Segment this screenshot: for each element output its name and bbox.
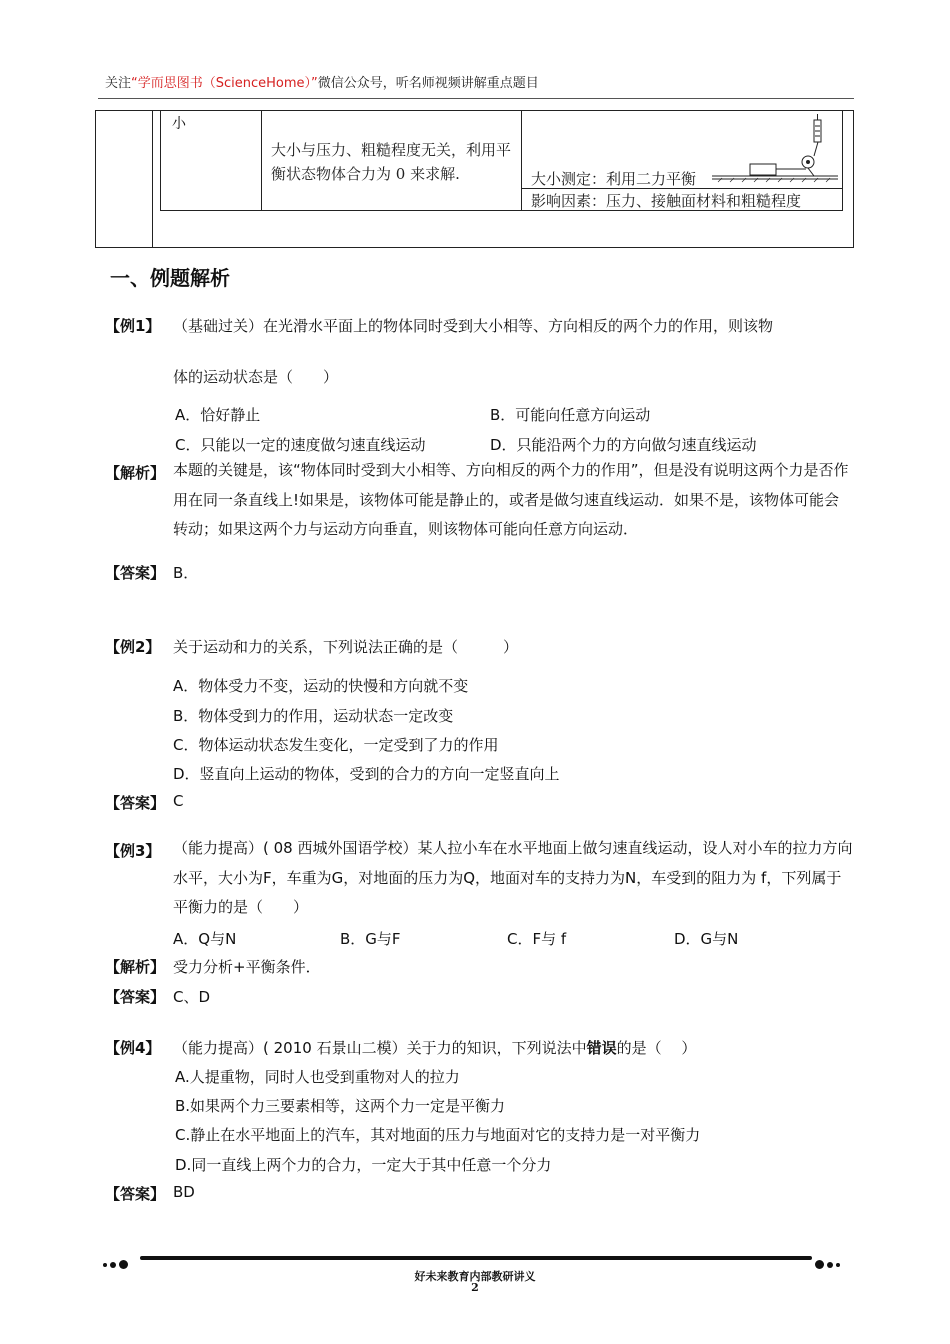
page-number: 2 xyxy=(471,1281,479,1294)
inner-table-divider-2 xyxy=(521,110,522,211)
example-3-option-c: C．F与 f xyxy=(507,930,567,948)
example-1-label: 【例1】 xyxy=(105,317,161,335)
example-1-question-line1: （基础过关）在光滑水平面上的物体同时受到大小相等、方向相反的两个力的作用，则该物 xyxy=(173,317,774,335)
header-suffix: 微信公众号，听名师视频讲解重点题目 xyxy=(317,76,539,91)
example-3-option-b: B．G与F xyxy=(340,930,401,948)
example-1-analysis: 本题的关键是，该“物体同时受到大小相等、方向相反的两个力的作用”，但是没有说明这两个力是否作用在同一条直线上!如果是，该物体可能是静止的，或者是做匀速直线运动．如果不是，该物体可能会转动；如果这两个力与运动方向垂直，则该物体可能向任意方向运动． xyxy=(173,461,849,538)
example-1-option-c: C．只能以一定的速度做匀速直线运动 xyxy=(175,436,426,454)
example-1-answer: B． xyxy=(173,564,199,582)
example-3-analysis: 受力分析+平衡条件． xyxy=(173,958,321,976)
example-4-question-emphasis: 错误 xyxy=(586,1039,617,1057)
section-title: 一、例题解析 xyxy=(110,266,230,290)
footer-bar xyxy=(140,1256,812,1260)
footer-text: 好未来教育内部教研讲义 xyxy=(414,1270,536,1283)
header-rule xyxy=(98,98,854,99)
example-4-question-pre: （能力提高）( 2010 石景山二模）关于力的知识，下列说法中 xyxy=(173,1039,587,1057)
example-2-question: 关于运动和力的关系，下列说法正确的是（ ） xyxy=(173,638,519,656)
header-brand: “学而思图书（ScienceHome）” xyxy=(131,76,318,91)
example-4-question xyxy=(173,1037,696,1058)
example-4-answer-label: 【答案】 xyxy=(105,1185,166,1203)
example-4-label: 【例4】 xyxy=(105,1039,161,1057)
example-4-question-post: 的是（ ） xyxy=(616,1039,697,1057)
header-prefix: 关注 xyxy=(105,76,132,91)
example-1-answer-label: 【答案】 xyxy=(105,564,166,582)
example-4-option-d: D.同一直线上两个力的合力，一定大于其中任意一个分力 xyxy=(175,1156,552,1174)
example-2-label: 【例2】 xyxy=(105,638,161,656)
example-1-question-line2: 体的运动状态是（ ） xyxy=(173,368,339,386)
example-1-analysis-label: 【解析】 xyxy=(105,464,166,482)
example-3-analysis-label: 【解析】 xyxy=(105,958,166,976)
example-4-option-a: A.人提重物，同时人也受到重物对人的拉力 xyxy=(175,1068,460,1086)
example-3-answer-label: 【答案】 xyxy=(105,988,166,1006)
inner-table-divider-1 xyxy=(261,110,262,211)
example-3-question: （能力提高）( 08 西城外国语学校）某人拉小车在水平地面上做匀速直线运动，设人对小车的拉力方向水平，大小为F，车重为G，对地面的压力为Q，地面对车的支持力为N，车受到的阻力为 f，下列属于平衡力的是（ ） xyxy=(173,839,853,916)
example-2-option-c: C．物体运动状态发生变化，一定受到了力的作用 xyxy=(173,736,499,754)
example-2-answer: C xyxy=(173,792,184,810)
example-4-answer: BD xyxy=(173,1183,195,1201)
example-2-option-d: D．竖直向上运动的物体，受到的合力的方向一定竖直向上 xyxy=(173,765,560,783)
outer-table-divider xyxy=(152,110,153,248)
table-cell-factors: 影响因素：压力、接触面材料和粗糙程度 xyxy=(531,192,802,210)
example-3-option-d: D．G与N xyxy=(674,930,739,948)
table-cell-description: 大小与压力、粗糙程度无关，利用平衡状态物体合力为 0 来求解. xyxy=(271,141,512,183)
page-header xyxy=(105,72,539,91)
example-1-option-b: B．可能向任意方向运动 xyxy=(490,406,651,424)
example-4-option-c: C.静止在水平地面上的汽车，其对地面的压力与地面对它的支持力是一对平衡力 xyxy=(175,1126,701,1144)
table-cell-xiao: 小 xyxy=(172,116,186,132)
example-2-answer-label: 【答案】 xyxy=(105,794,166,812)
example-2-option-b: B．物体受到力的作用，运动状态一定改变 xyxy=(173,707,454,725)
example-1-option-a: A．恰好静止 xyxy=(175,406,261,424)
example-3-answer: C、D xyxy=(173,988,211,1006)
example-4-option-b: B.如果两个力三要素相等，这两个力一定是平衡力 xyxy=(175,1097,506,1115)
table-cell-measurement: 大小测定：利用二力平衡 xyxy=(531,170,697,188)
example-1-option-d: D．只能沿两个力的方向做匀速直线运动 xyxy=(490,436,757,454)
example-2-option-a: A．物体受力不变，运动的快慢和方向就不变 xyxy=(173,677,469,695)
example-3-option-a: A．Q与N xyxy=(173,930,237,948)
example-3-label: 【例3】 xyxy=(105,842,161,860)
friction-apparatus-figure xyxy=(710,112,840,186)
